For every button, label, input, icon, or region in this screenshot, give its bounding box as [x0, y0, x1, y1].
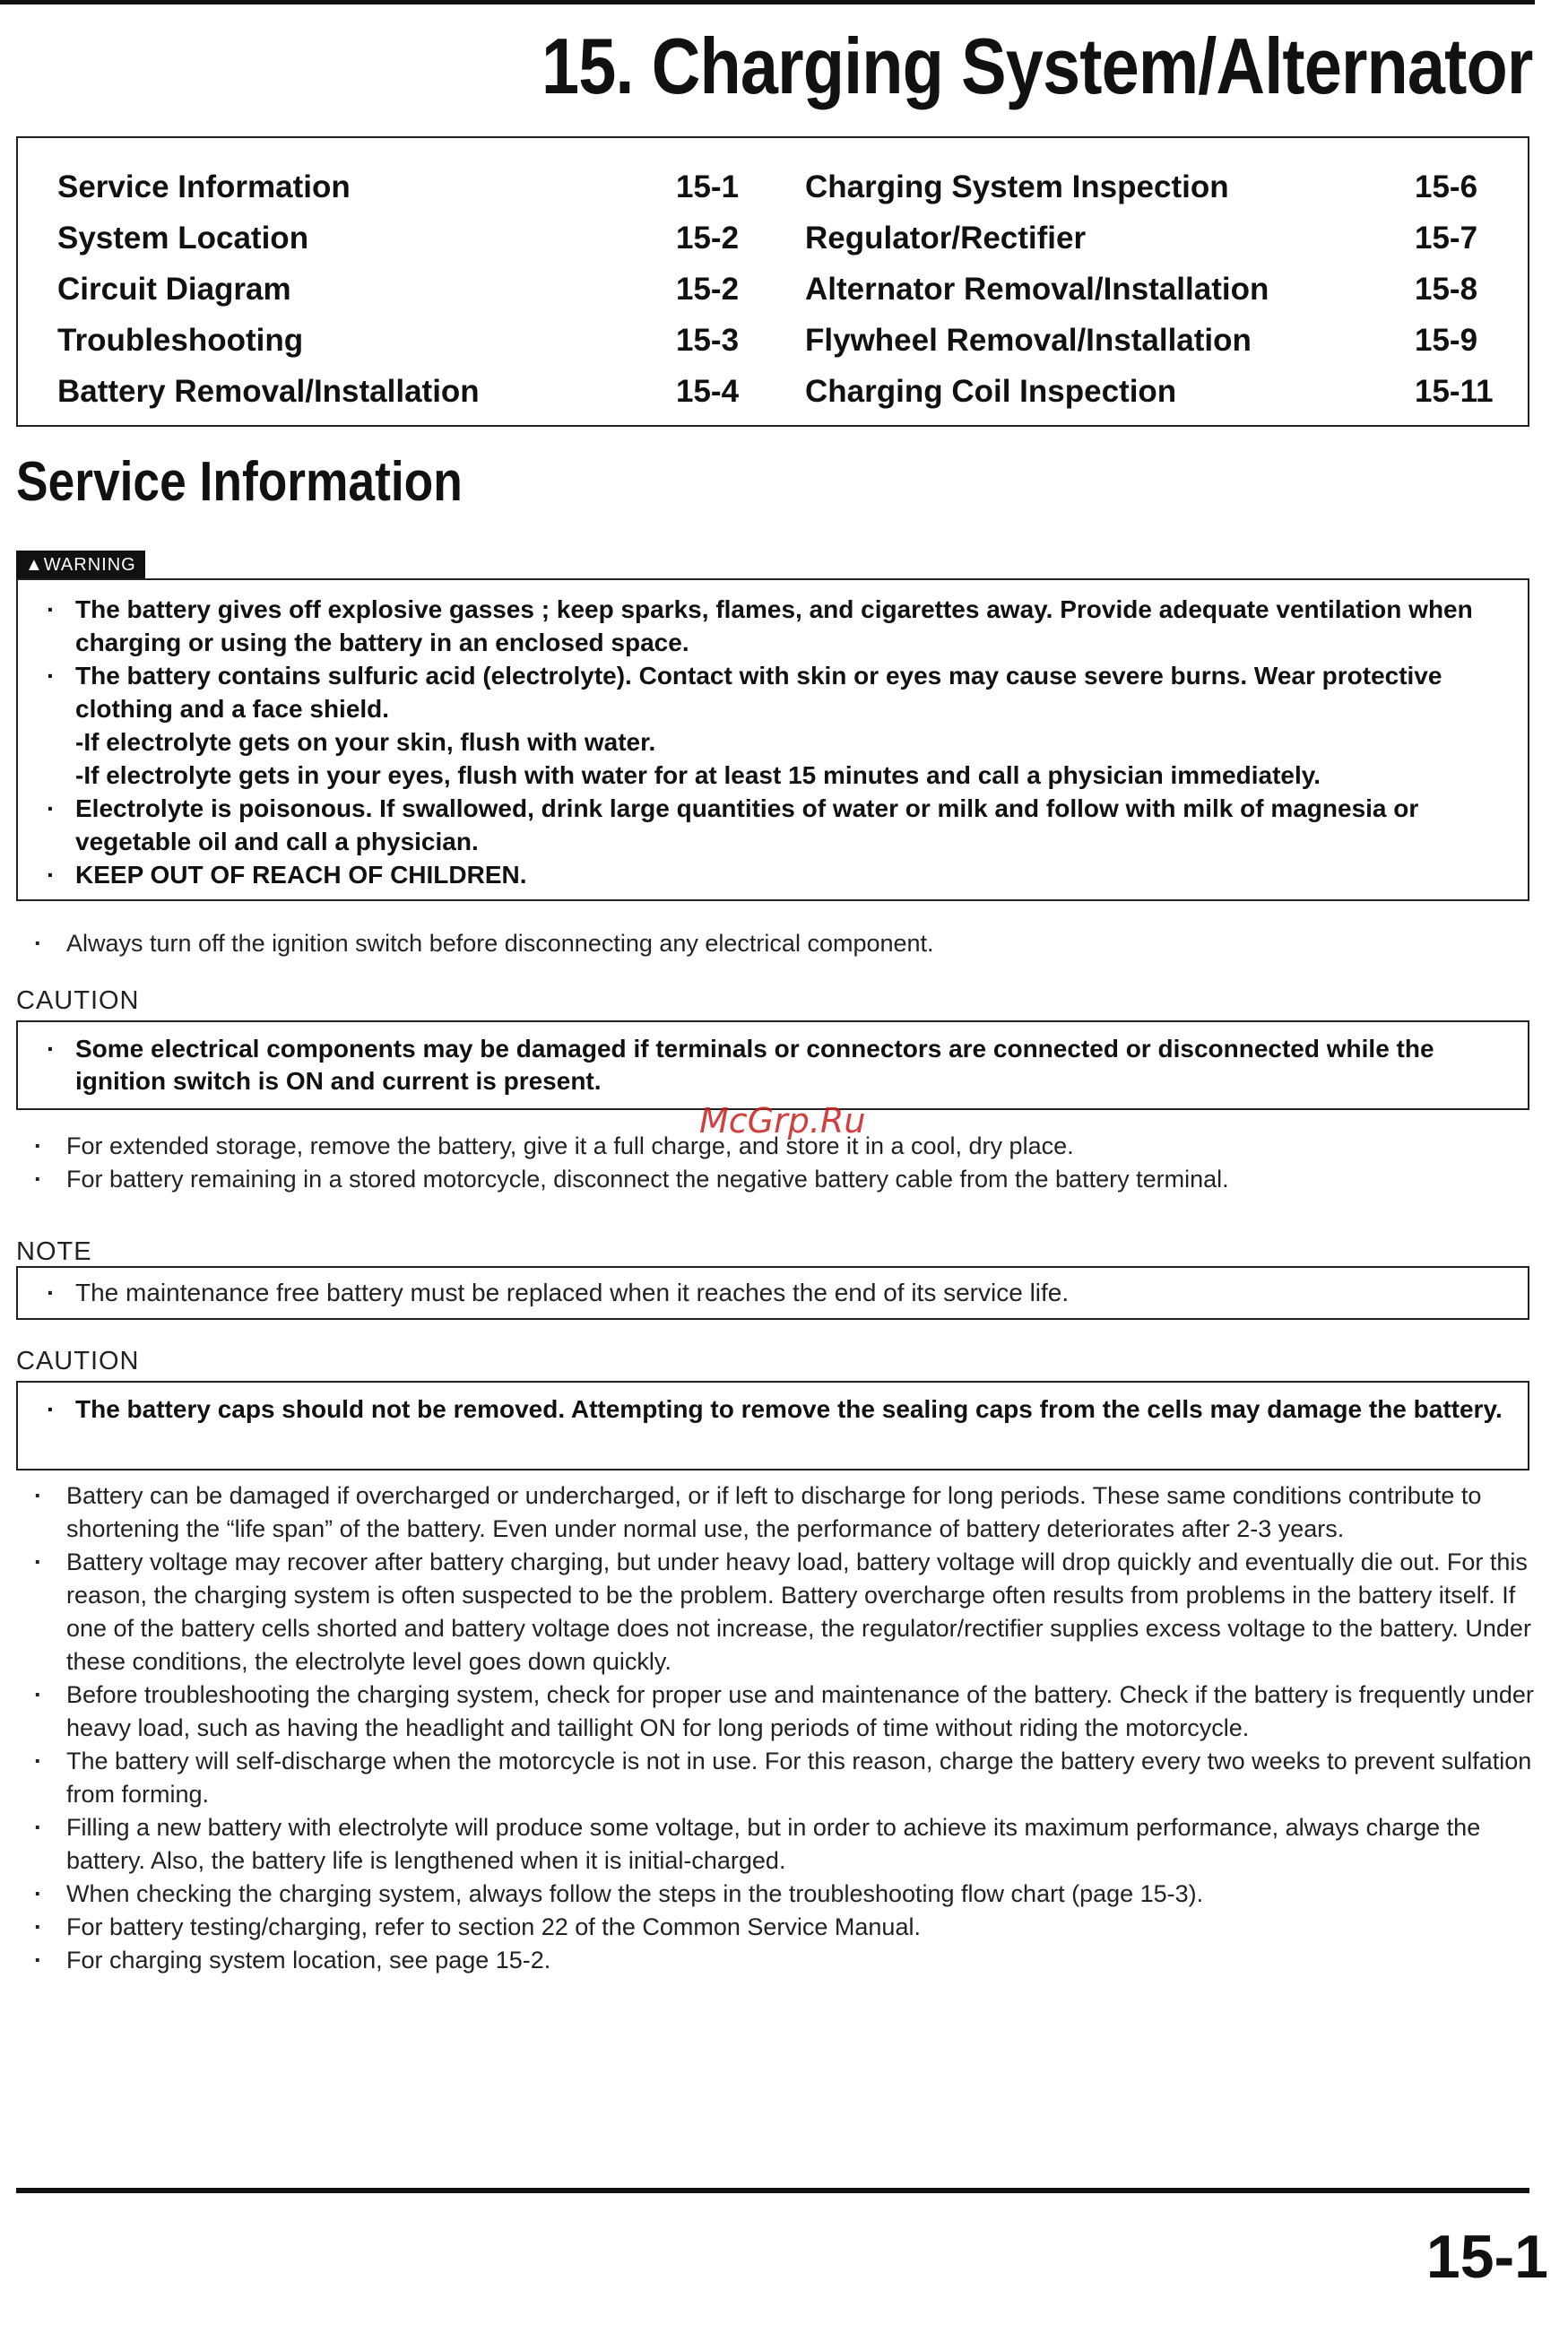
- warning-item: · The battery gives off explosive gasses ; keep sparks, flames, and cigarettes away. Provide adequate ventilation when charging or using the battery in an enclosed space.: [36, 593, 1515, 659]
- toc-entry-page: 15-9: [1415, 323, 1478, 358]
- info-item: · Battery can be damaged if overcharged or undercharged, or if left to discharge for long periods. These same conditions contribute to shortening the “life span” of the battery. Even under normal use, the performance of battery deteriorates after 2-3 years.: [25, 1479, 1540, 1546]
- ignition-note-text: · Always turn off the ignition switch before disconnecting any electrical component.: [25, 927, 1540, 960]
- caution-text: · The battery caps should not be removed. Attempting to remove the sealing caps from the cells may damage the battery.: [36, 1393, 1515, 1426]
- toc-entry-page: 15-11: [1415, 374, 1494, 409]
- toc-entry-page: 15-3: [676, 323, 740, 358]
- toc-entry-title: Troubleshooting: [57, 323, 304, 358]
- warning-subitem: -If electrolyte gets on your skin, flush with water.: [75, 728, 656, 756]
- watermark: McGrp.Ru: [699, 1101, 866, 1141]
- storage-note: · For extended storage, remove the battery, give it a full charge, and store it in a cool, dry place.: [25, 1130, 1540, 1163]
- top-rule: [0, 0, 1535, 4]
- chapter-title: 15. Charging System/Alternator: [541, 22, 1532, 110]
- caution-label: CAUTION: [16, 1347, 140, 1375]
- toc-entry-page: 15-2: [676, 221, 740, 256]
- info-item: · For battery testing/charging, refer to section 22 of the Common Service Manual.: [25, 1911, 1540, 1944]
- toc-entry[interactable]: [57, 264, 757, 315]
- warning-list: [36, 593, 1515, 891]
- table-of-contents: [16, 136, 1529, 427]
- info-item: · The battery will self-discharge when the motorcycle is not in use. For this reason, charge the battery every two weeks to prevent sulfation from forming.: [25, 1745, 1540, 1811]
- toc-entry-page: 15-7: [1415, 221, 1478, 256]
- section-heading: Service Information: [16, 451, 463, 513]
- toc-entry-page: 15-6: [1415, 169, 1478, 204]
- toc-entry-title: Charging Coil Inspection: [805, 374, 1177, 409]
- info-item: · Before troubleshooting the charging system, check for proper use and maintenance of the battery. Check if the battery is frequently under heavy load, such as having the headlight and taillight ON for long periods of time without riding the motorcycle.: [25, 1679, 1540, 1745]
- toc-right-column: [805, 161, 1504, 417]
- caution-text: · Some electrical components may be damaged if terminals or connectors are connected or disconnected while the ignition switch is ON and current is present.: [36, 1033, 1515, 1097]
- toc-entry[interactable]: [57, 213, 757, 264]
- toc-entry[interactable]: [57, 161, 757, 213]
- toc-entry[interactable]: [57, 366, 757, 417]
- toc-entry-title: Charging System Inspection: [805, 169, 1229, 204]
- note-box: [16, 1266, 1529, 1320]
- toc-entry-title: Battery Removal/Installation: [57, 374, 480, 409]
- toc-entry[interactable]: [57, 315, 757, 366]
- toc-entry-page: 15-8: [1415, 272, 1478, 307]
- caution-box: [16, 1020, 1529, 1110]
- info-item: · When checking the charging system, always follow the steps in the troubleshooting flow chart (page 15-3).: [25, 1878, 1540, 1911]
- bottom-rule: [16, 2188, 1529, 2193]
- toc-entry[interactable]: [805, 366, 1504, 417]
- toc-entry-page: 15-2: [676, 272, 740, 307]
- toc-entry[interactable]: [805, 264, 1504, 315]
- warning-item: · Electrolyte is poisonous. If swallowed, drink large quantities of water or milk and follow with milk of magnesia or vegetable oil and call a physician.: [36, 792, 1515, 858]
- note-label: NOTE: [16, 1237, 92, 1266]
- warning-box: [16, 578, 1529, 901]
- toc-entry-title: Flywheel Removal/Installation: [805, 323, 1252, 358]
- caution-box: [16, 1381, 1529, 1470]
- toc-entry-title: Regulator/Rectifier: [805, 221, 1087, 256]
- info-item: · Battery voltage may recover after battery charging, but under heavy load, battery voltage will drop quickly and eventually die out. For this reason, the charging system is often suspected to be the problem. Battery overcharge often results from problems in the battery itself. If one of the battery cells shorted and battery voltage does not increase, the regulator/rectifier supplies excess voltage to the battery. Under these conditions, the electrolyte level goes down quickly.: [25, 1546, 1540, 1679]
- toc-left-column: [57, 161, 757, 417]
- warning-item: · KEEP OUT OF REACH OF CHILDREN.: [36, 858, 1515, 891]
- info-item: · Filling a new battery with electrolyte will produce some voltage, but in order to achieve its maximum performance, always charge the battery. Also, the battery life is lengthened when it is initial-charged.: [25, 1811, 1540, 1878]
- toc-entry-page: 15-1: [676, 169, 740, 204]
- storage-note: · For battery remaining in a stored motorcycle, disconnect the negative battery cable from the battery terminal.: [25, 1163, 1540, 1196]
- page-number: 15-1: [1425, 2223, 1548, 2291]
- toc-entry-page: 15-4: [676, 374, 740, 409]
- toc-entry[interactable]: [805, 213, 1504, 264]
- toc-entry-title: Service Information: [57, 169, 351, 204]
- toc-entry-title: System Location: [57, 221, 309, 256]
- warning-item: · The battery contains sulfuric acid (electrolyte). Contact with skin or eyes may cause severe burns. Wear protective clothing and a face shield.: [36, 659, 1515, 725]
- service-info-list: [25, 1479, 1540, 1977]
- warning-subitem: -If electrolyte gets in your eyes, flush with water for at least 15 minutes and call a physician immediately.: [75, 761, 1321, 789]
- caution-label: CAUTION: [16, 986, 140, 1015]
- note-text: · The maintenance free battery must be replaced when it reaches the end of its service life.: [36, 1277, 1515, 1309]
- toc-entry[interactable]: [805, 315, 1504, 366]
- info-item: · For charging system location, see page 15-2.: [25, 1944, 1540, 1977]
- toc-entry[interactable]: [805, 161, 1504, 213]
- ignition-note: [25, 927, 1540, 960]
- warning-tag: ▲WARNING: [16, 551, 145, 579]
- toc-entry-title: Alternator Removal/Installation: [805, 272, 1269, 307]
- toc-entry-title: Circuit Diagram: [57, 272, 291, 307]
